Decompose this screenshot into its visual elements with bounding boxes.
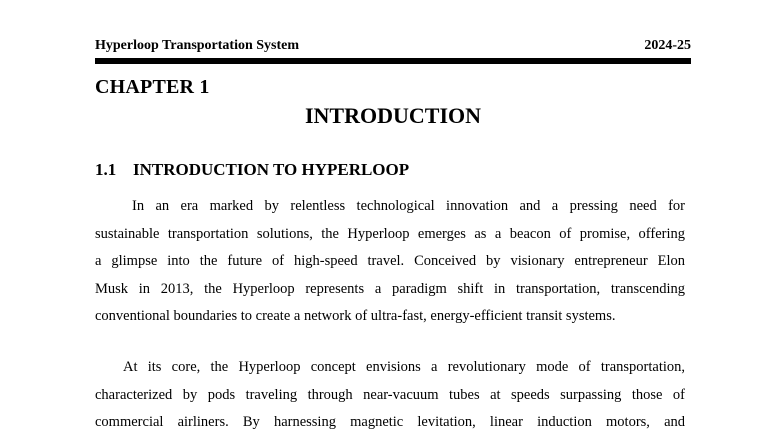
paragraph-line: characterized by pods traveling through near-vacuum tubes at speeds surpassing those of xyxy=(95,386,685,403)
paragraph-line: Musk in 2013, the Hyperloop represents a paradigm shift in transportation, transcending xyxy=(95,280,685,297)
section-title: INTRODUCTION TO HYPERLOOP xyxy=(133,160,410,179)
paragraph-2 xyxy=(95,354,685,437)
section-heading xyxy=(95,160,409,180)
paragraph-line: conventional boundaries to create a network of ultra-fast, energy-efficient transit systems. xyxy=(95,308,616,324)
header-year: 2024-25 xyxy=(644,38,691,53)
paragraph-line: sustainable transportation solutions, the Hyperloop emerges as a beacon of promise, offering xyxy=(95,225,685,242)
chapter-label: CHAPTER 1 xyxy=(95,76,210,98)
paragraph-line: In an era marked by relentless technological innovation and a pressing need for xyxy=(132,198,685,214)
paragraph-line: At its core, the Hyperloop concept envisions a revolutionary mode of transportation, xyxy=(123,359,685,375)
paragraph-1 xyxy=(95,193,685,331)
section-number: 1.1 xyxy=(95,160,117,179)
header-rule xyxy=(95,58,691,64)
header-title: Hyperloop Transportation System xyxy=(95,38,300,53)
chapter-title: INTRODUCTION xyxy=(304,103,482,128)
paragraph-line: commercial airliners. By harnessing magnetic levitation, linear induction motors, and xyxy=(95,414,685,430)
paragraph-line: a glimpse into the future of high-speed travel. Conceived by visionary entrepreneur Elon xyxy=(95,253,685,269)
running-header xyxy=(95,38,691,56)
